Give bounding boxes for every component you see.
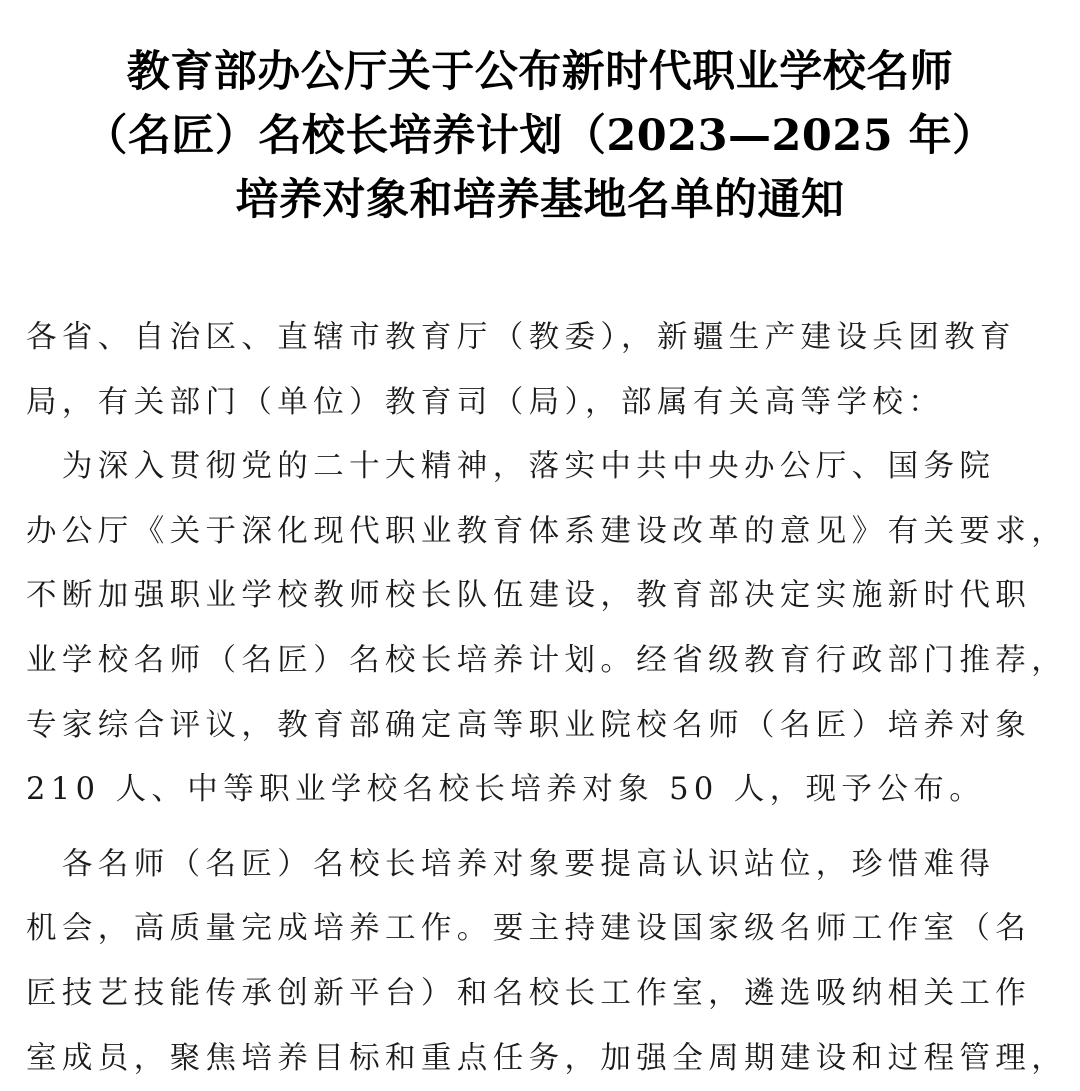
title-line-2: （名匠）名校长培养计划（2023—2025 年） — [84, 111, 996, 161]
paragraph-1 — [26, 435, 1068, 823]
title-line-3: 培养对象和培养基地名单的通知 — [235, 175, 845, 225]
title-line-1: 教育部办公厅关于公布新时代职业学校名师 — [126, 47, 954, 97]
paragraph-spacer — [26, 823, 1016, 833]
paragraph-line: 室成员，聚焦培养目标和重点任务，加强全周期建设和过程管理， — [26, 1040, 1068, 1076]
document-body — [26, 306, 1068, 1091]
paragraph-line: 业学校名师（名匠）名校长培养计划。经省级教育行政部门推荐， — [26, 642, 1068, 678]
salutation-line: 局，有关部门（单位）教育司（局），部属有关高等学校： — [26, 384, 945, 420]
paragraph-line: 匠技艺技能传承创新平台）和名校长工作室，遴选吸纳相关工作 — [26, 975, 1032, 1011]
salutation-line: 各省、自治区、直辖市教育厅（教委），新疆生产建设兵团教育 — [26, 320, 1016, 355]
salutation — [26, 306, 1016, 435]
paragraph-line: 办公厅《关于深化现代职业教育体系建设改革的意见》有关要求， — [26, 513, 1068, 549]
paragraph-line: 各名师（名匠）名校长培养对象要提高认识站位，珍惜难得 — [26, 846, 996, 882]
paragraph-2 — [26, 833, 1068, 1091]
paragraph-line: 为深入贯彻党的二十大精神，落实中共中央办公厅、国务院 — [26, 449, 996, 485]
paragraph-line: 不断加强职业学校教师校长队伍建设，教育部决定实施新时代职 — [26, 578, 1032, 614]
paragraph-line: 机会，高质量完成培养工作。要主持建设国家级名师工作室（名 — [26, 911, 1032, 947]
document-title — [20, 40, 1060, 232]
paragraph-line: 210 人、中等职业学校名校长培养对象 50 人，现予公布。 — [26, 772, 986, 808]
paragraph-line: 专家综合评议，教育部确定高等职业院校名师（名匠）培养对象 — [26, 707, 1032, 743]
